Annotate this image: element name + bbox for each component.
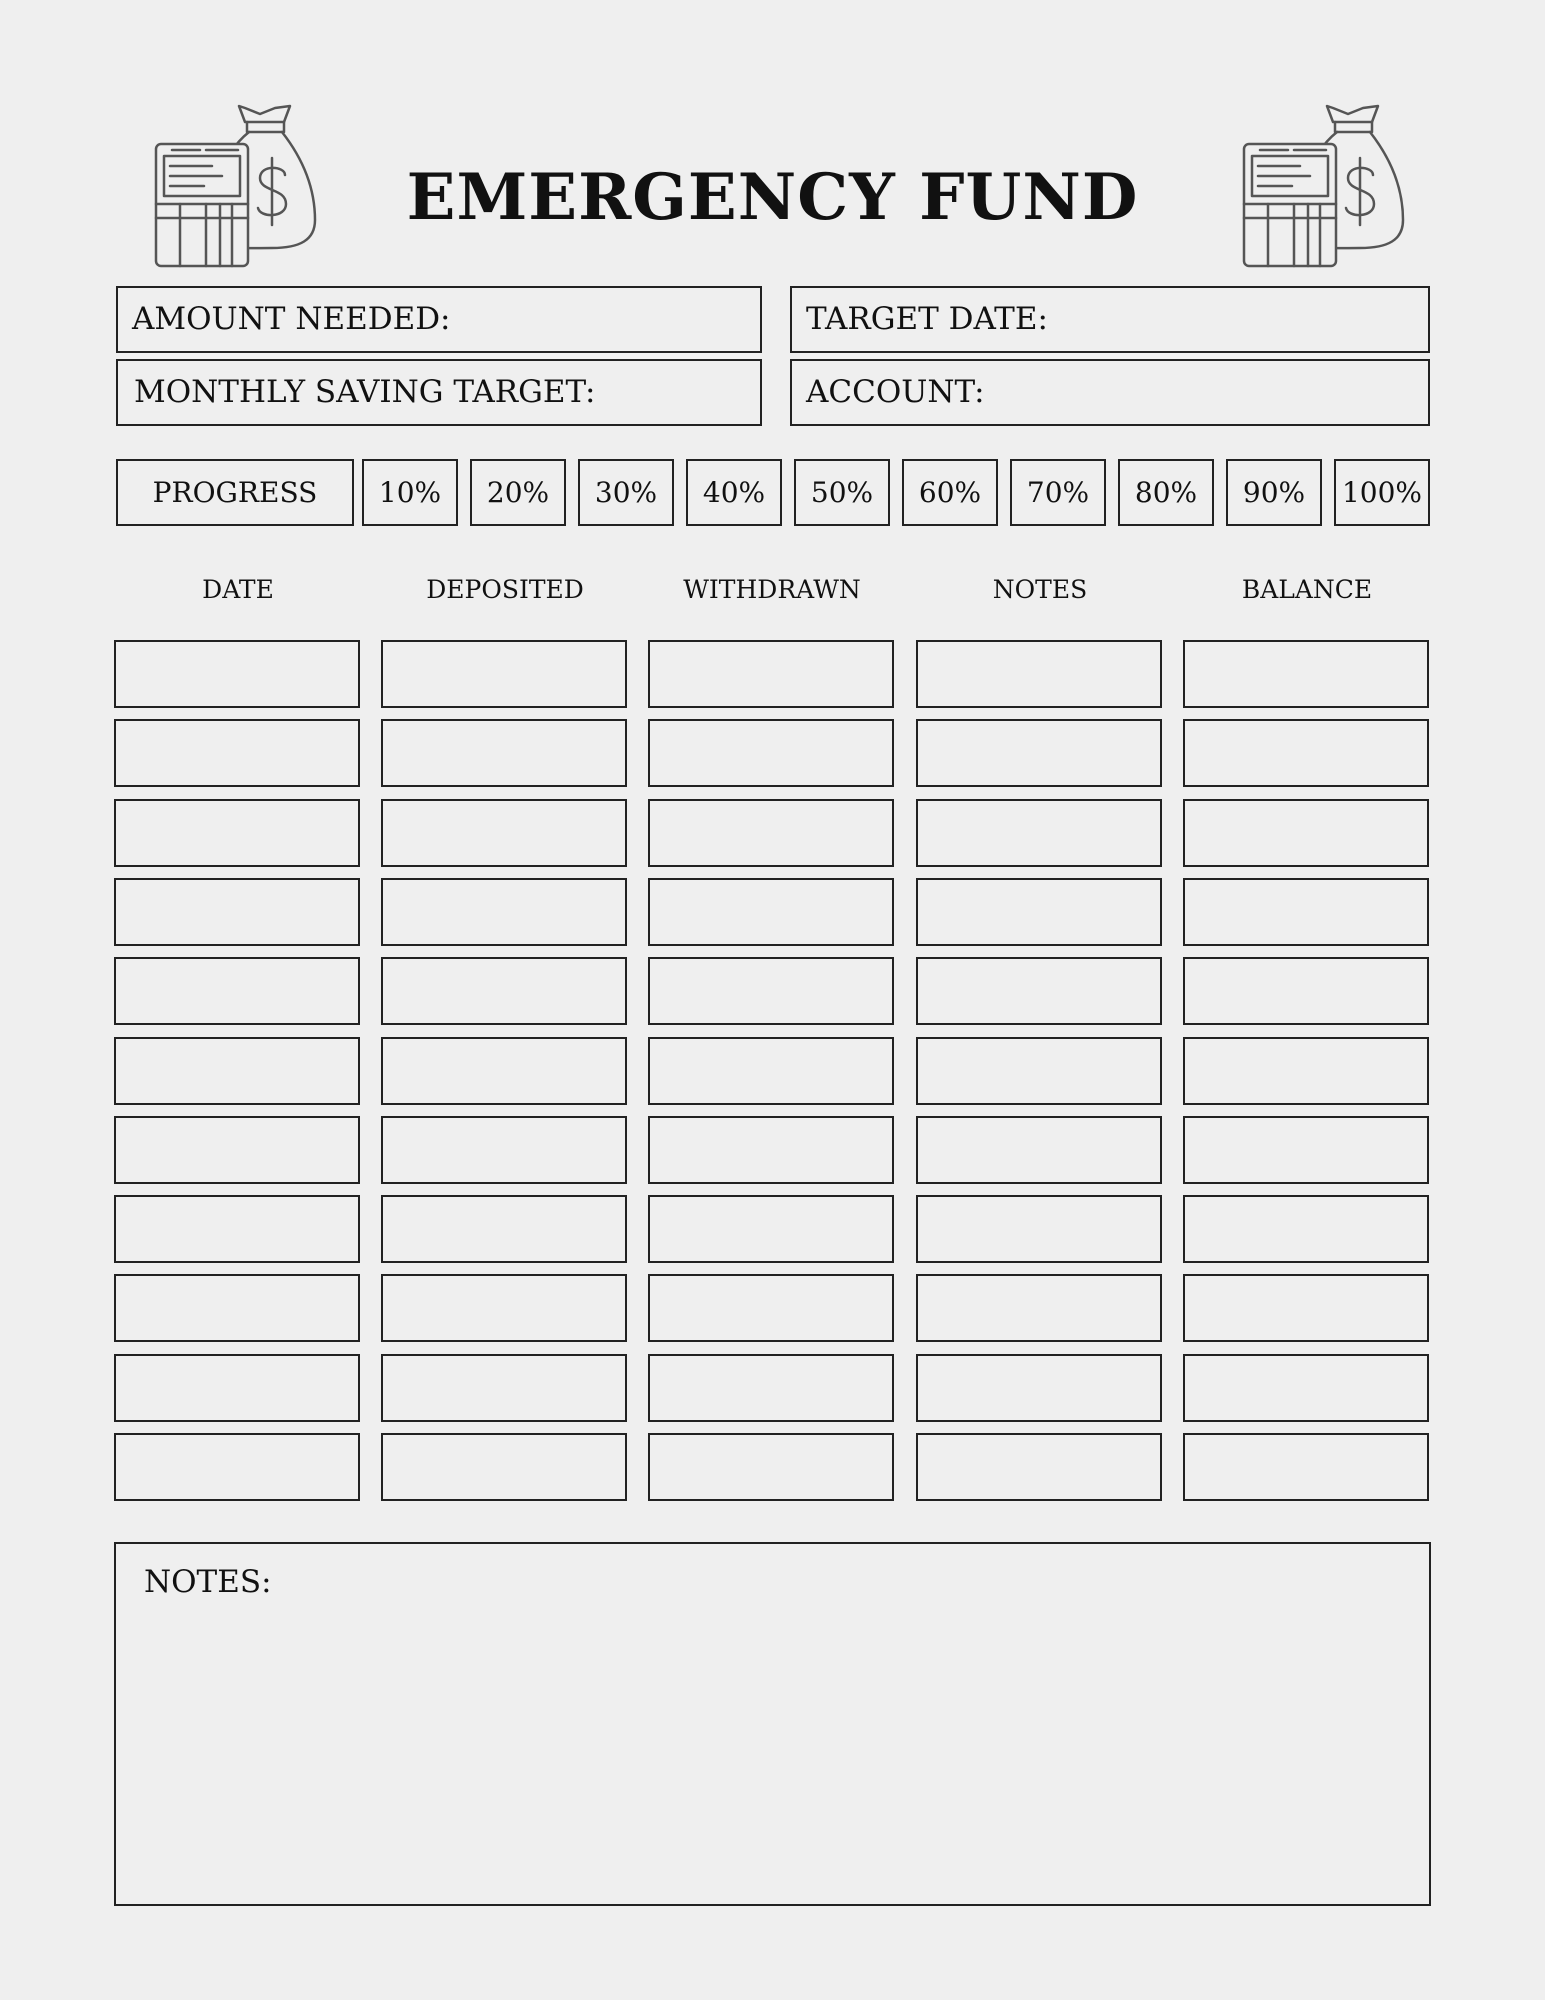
table-cell[interactable] [1183,640,1429,708]
table-cell[interactable] [381,1116,627,1184]
table-cell[interactable] [1183,957,1429,1025]
table-cell[interactable] [916,1037,1162,1105]
table-cell[interactable] [114,1433,360,1501]
table-cell[interactable] [648,957,894,1025]
table-cell[interactable] [114,1037,360,1105]
progress-label: PROGRESS [116,459,354,526]
progress-step-8[interactable]: 80% [1118,459,1214,526]
table-cell[interactable] [1183,1116,1429,1184]
table-cell[interactable] [916,878,1162,946]
amount-needed-field[interactable] [116,286,762,353]
table-cell[interactable] [114,878,360,946]
table-cell[interactable] [648,1037,894,1105]
monthly-saving-target-label: MONTHLY SAVING TARGET: [134,374,596,410]
table-cell[interactable] [1183,1433,1429,1501]
table-cell[interactable] [114,957,360,1025]
table-cell[interactable] [381,1274,627,1342]
table-cell[interactable] [916,1274,1162,1342]
page-title: EMERGENCY FUND [406,160,1139,235]
table-cell[interactable] [916,719,1162,787]
monthly-saving-target-field[interactable] [116,359,762,426]
progress-step-5[interactable]: 50% [794,459,890,526]
table-cell[interactable] [916,640,1162,708]
progress-step-2[interactable]: 20% [470,459,566,526]
table-cell[interactable] [1183,719,1429,787]
table-cell[interactable] [381,640,627,708]
table-cell[interactable] [648,1116,894,1184]
table-cell[interactable] [648,799,894,867]
table-cell[interactable] [648,1195,894,1263]
table-cell[interactable] [114,1195,360,1263]
progress-step-7[interactable]: 70% [1010,459,1106,526]
progress-step-9[interactable]: 90% [1226,459,1322,526]
table-cell[interactable] [114,799,360,867]
table-cell[interactable] [1183,1037,1429,1105]
table-cell[interactable] [381,1354,627,1422]
notes-area[interactable] [114,1542,1431,1906]
table-cell[interactable] [381,1037,627,1105]
table-cell[interactable] [381,799,627,867]
column-header-withdrawn: WITHDRAWN [683,575,861,604]
account-label: ACCOUNT: [806,374,985,410]
table-cell[interactable] [648,1274,894,1342]
table-cell[interactable] [114,640,360,708]
table-cell[interactable] [916,1354,1162,1422]
account-field[interactable] [790,359,1430,426]
table-cell[interactable] [916,1195,1162,1263]
table-cell[interactable] [648,1354,894,1422]
column-header-date: DATE [202,575,274,604]
progress-step-1[interactable]: 10% [362,459,458,526]
table-cell[interactable] [648,719,894,787]
progress-step-10[interactable]: 100% [1334,459,1430,526]
table-cell[interactable] [114,1354,360,1422]
table-cell[interactable] [381,1195,627,1263]
table-cell[interactable] [916,1116,1162,1184]
progress-step-3[interactable]: 30% [578,459,674,526]
amount-needed-label: AMOUNT NEEDED: [132,301,451,337]
table-cell[interactable] [381,719,627,787]
column-header-notes: NOTES [992,575,1088,604]
table-cell[interactable] [648,1433,894,1501]
progress-step-6[interactable]: 60% [902,459,998,526]
target-date-label: TARGET DATE: [806,301,1048,337]
table-cell[interactable] [381,957,627,1025]
table-cell[interactable] [381,1433,627,1501]
table-cell[interactable] [1183,1354,1429,1422]
table-cell[interactable] [1183,799,1429,867]
table-cell[interactable] [381,878,627,946]
table-cell[interactable] [114,1274,360,1342]
target-date-field[interactable] [790,286,1430,353]
table-cell[interactable] [648,640,894,708]
table-cell[interactable] [916,1433,1162,1501]
column-header-deposited: DEPOSITED [426,575,584,604]
table-cell[interactable] [916,957,1162,1025]
column-header-balance: BALANCE [1241,575,1373,604]
table-cell[interactable] [1183,1274,1429,1342]
table-cell[interactable] [648,878,894,946]
progress-step-4[interactable]: 40% [686,459,782,526]
table-cell[interactable] [916,799,1162,867]
table-cell[interactable] [114,1116,360,1184]
table-cell[interactable] [114,719,360,787]
table-cell[interactable] [1183,1195,1429,1263]
table-cell[interactable] [1183,878,1429,946]
notes-label: NOTES: [144,1564,272,1600]
